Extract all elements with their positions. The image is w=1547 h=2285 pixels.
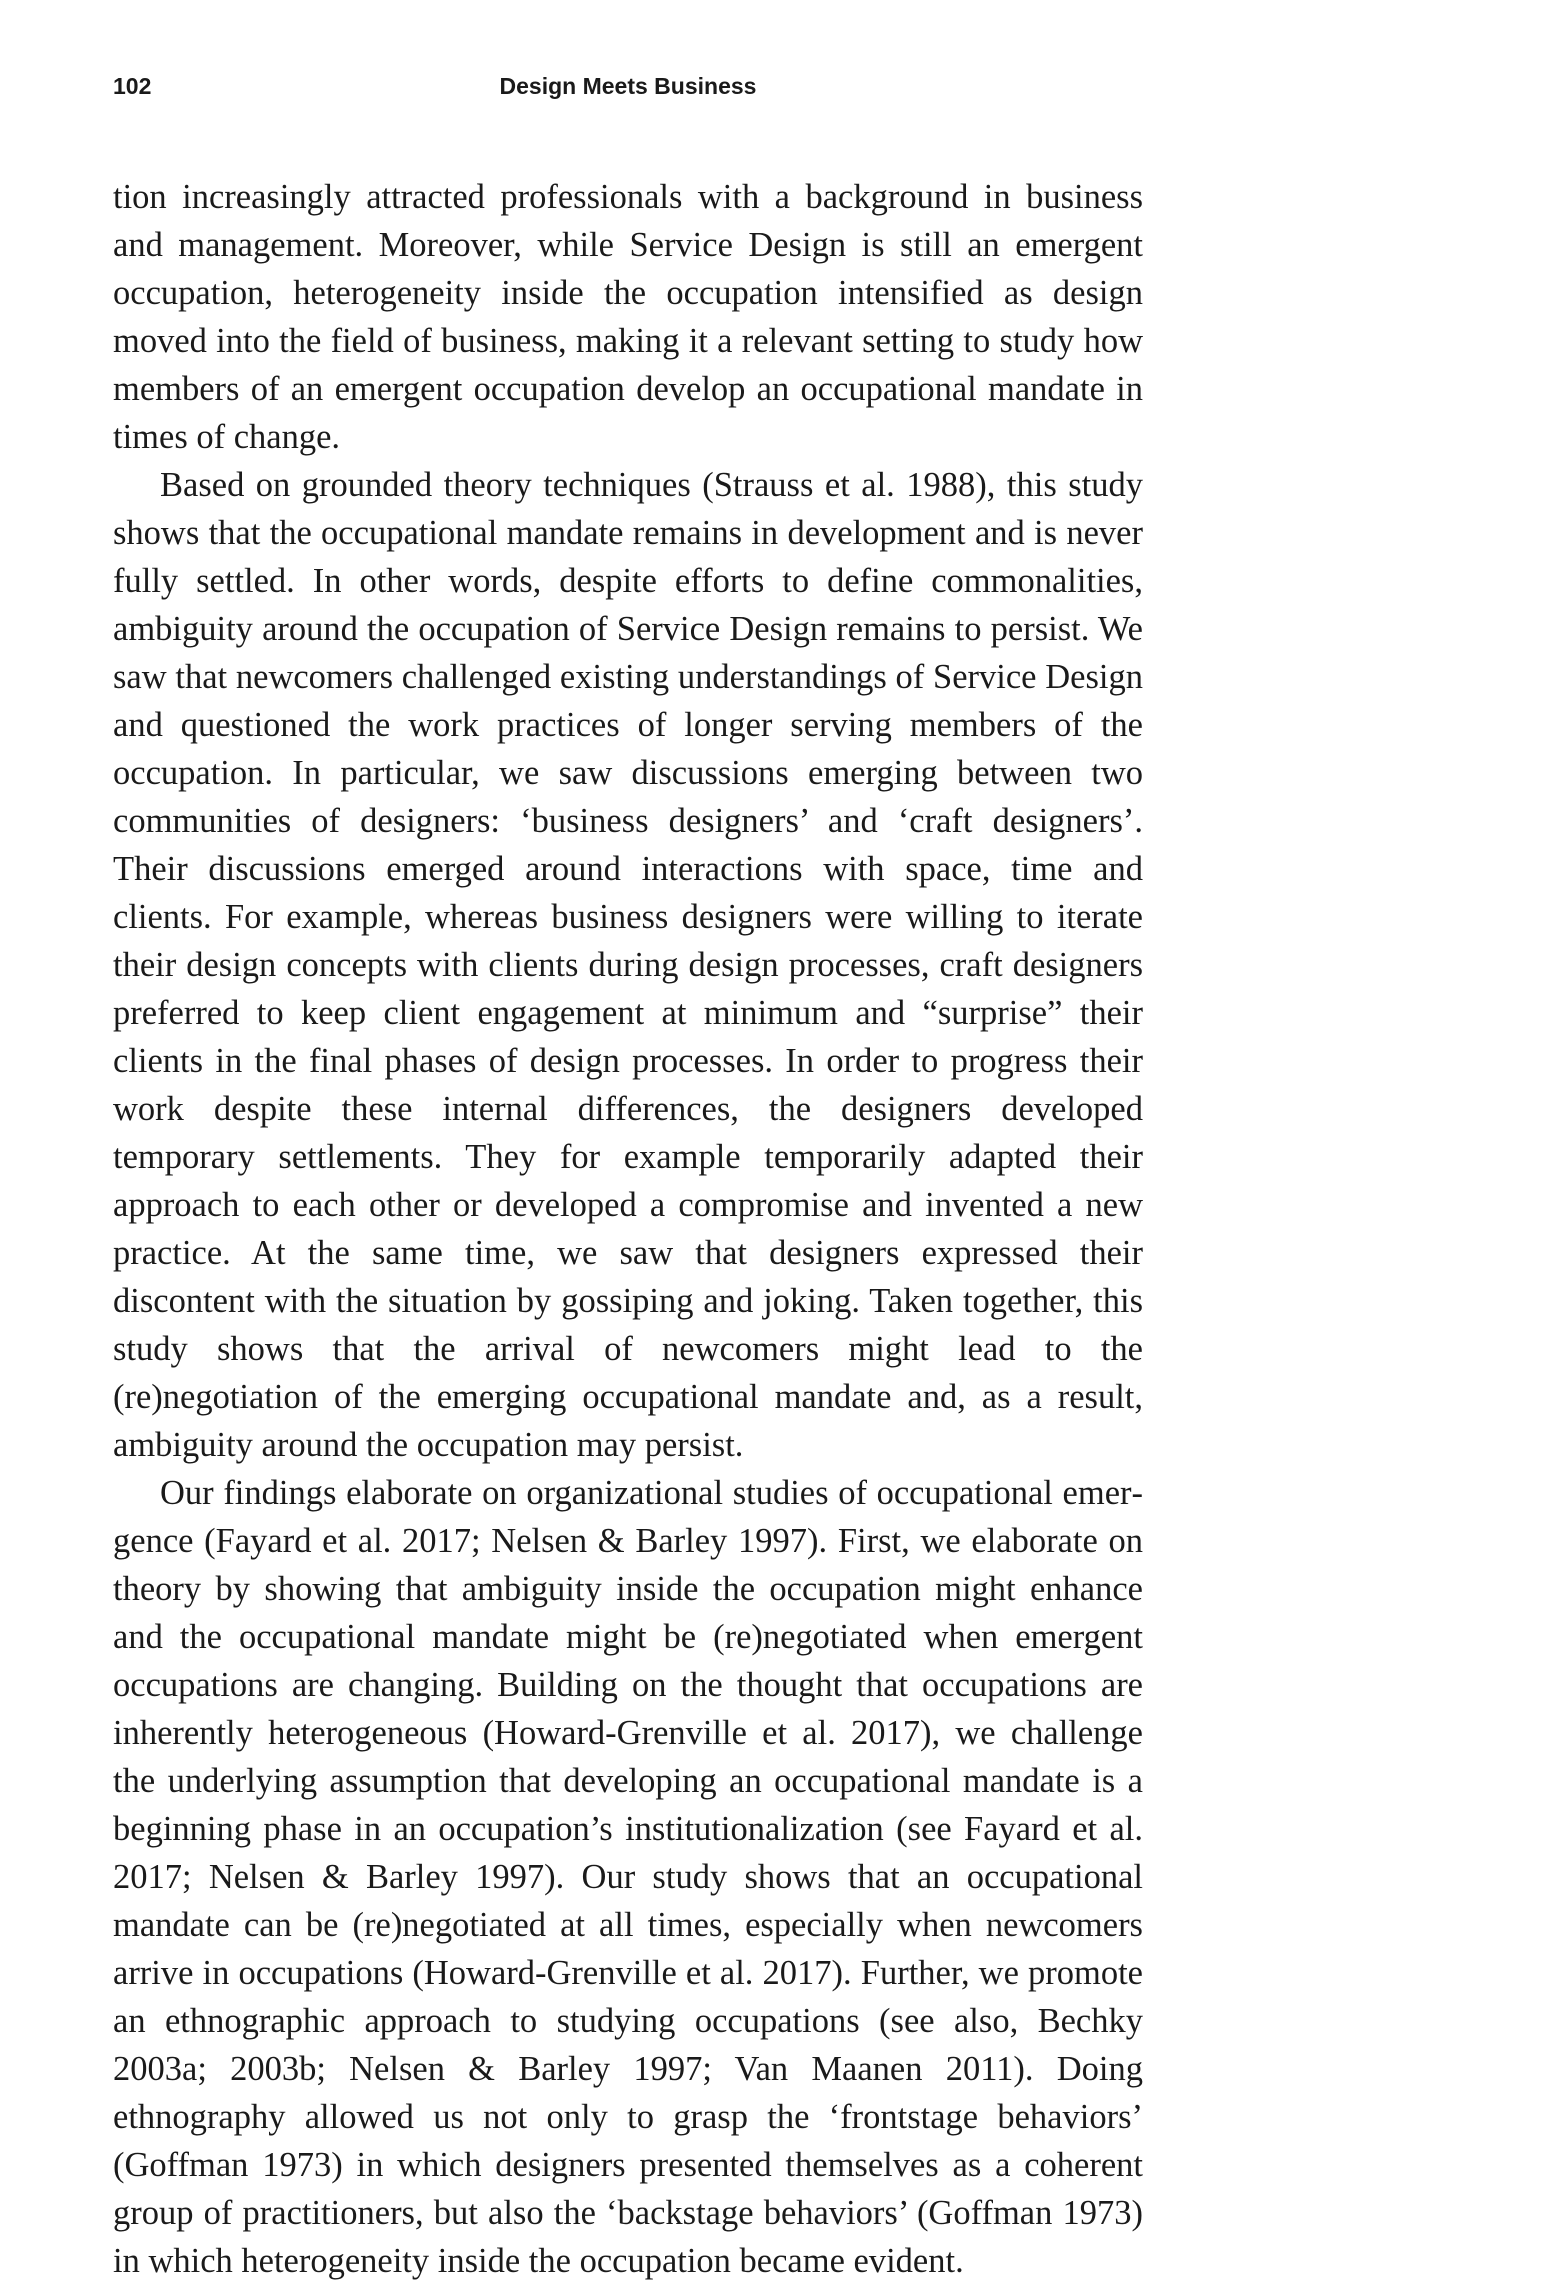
running-header (113, 68, 1143, 104)
page-number: 102 (113, 73, 152, 99)
paragraph-findings-summary: Based on grounded theory techniques (Strauss et al. 1988), this study shows that the occupational mandate remains in development and is never fully settled. In other words, despite efforts to define commonalities, ambiguity around the occupation of Service Design remains to persist. We saw that newcomers challenged existing understandings of Service Design and questioned the work practices of longer serving members of the occupation. In particular, we saw discussions emerging between two communities of designers: ‘business designers’ and ‘craft designers’. Their discussions emerged around interactions with space, time and clients. For example, whereas business designers were willing to iterate their design concepts with clients during design processes, craft designers preferred to keep client engagement at minimum and “surprise” their clients in the final phases of design processes. In order to progress their work despite these internal differences, the designers developed temporary settlements. They for example temporarily adapted their approach to each other or developed a compromise and invented a new practice. At the same time, we saw that designers expressed their discontent with the situation by gossiping and joking. Taken together, this study shows that the arrival of newcomers might lead to the (re)negotiation of the emerging occupational mandate and, as a result, ambiguity around the occupation may persist. (113, 466, 1143, 1464)
body-text (113, 173, 1143, 2285)
running-title: Design Meets Business (499, 73, 757, 99)
paragraph-continuation: tion increasingly attracted professionals with a background in business and management. Moreover, while Service Design is still an emergent occupation, heterogeneity inside the occupation intensified as design moved into the field of business, making it a relevant setting to study how members of an emergent occupation develop an occupational mandate in times of change. (113, 178, 1143, 456)
paragraph-contributions: Our findings elaborate on organizational studies of occupational emergence (Fayard et al. 2017; Nelsen & Barley 1997). First, we elaborate on theory by showing that ambiguity inside the occupation might enhance and the occupational mandate might be (re)negotiated when emergent occupations are changing. Building on the thought that occupations are inherently heterogeneous (Howard-Grenville et al. 2017), we challenge the underlying assumption that developing an occupational mandate is a beginning phase in an occupation’s institutionalization (see Fayard et al. 2017; Nelsen & Barley 1997). Our study shows that an occupational mandate can be (re)negotiated at all times, especially when newcomers arrive in occupations (Howard-Grenville et al. 2017). Further, we promote an ethnographic approach to studying occupations (see also, Bechky 2003a; 2003b; Nelsen & Barley 1997; Van Maanen 2011). Doing ethnography allowed us not only to grasp the ‘frontstage behaviors’ (Goffman 1973) in which designers presented themselves as a coherent group of practitioners, but also the ‘backstage behaviors’ (Goffman 1973) in which heterogeneity inside the occupation became evident. (113, 1474, 1143, 2280)
